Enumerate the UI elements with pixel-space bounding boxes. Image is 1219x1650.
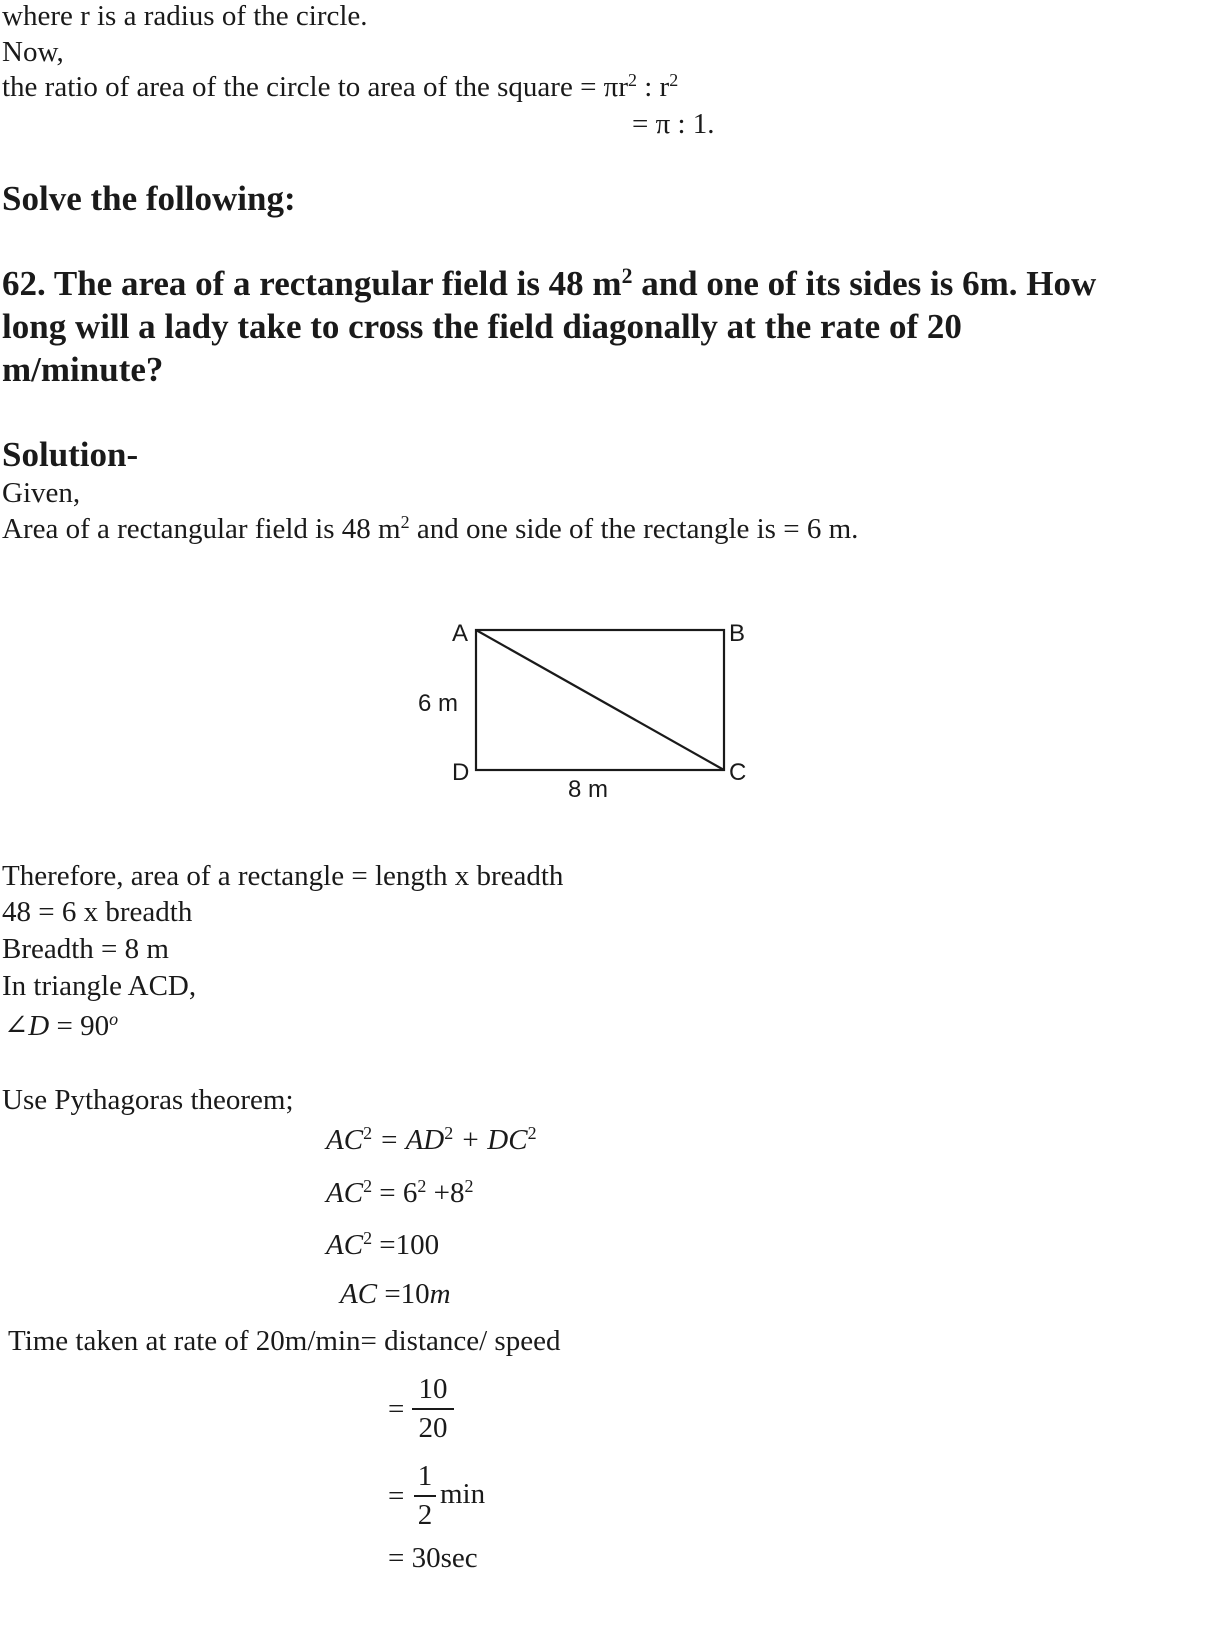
eq3-sup: 2 [363,1228,373,1249]
eq2-sup: 2 [363,1176,373,1197]
time-line: Time taken at rate of 20m/min= distance/ speed [8,1325,561,1357]
base-length-label: 8 m [568,776,609,803]
solution-heading: Solution- [2,435,139,474]
eq1-sup: 2 [363,1123,373,1144]
frac2-bar [414,1495,436,1497]
frac2-denominator: 2 [417,1499,433,1531]
eq4-lhs: AC [340,1278,378,1310]
step-area-formula: Therefore, area of a rectangle = length x breadth [2,860,564,892]
side-length-label: 6 m [418,690,459,717]
eq1-term: + DC [453,1124,528,1156]
question-line-3: m/minute? [2,350,164,389]
eq3-term: =100 [372,1229,440,1261]
frac1-bar [412,1408,454,1410]
section-heading: Solve the following: [2,179,296,218]
area-sup: 2 [400,512,410,533]
eq2-sup: 2 [417,1176,427,1197]
final-answer: = 30sec [388,1542,478,1574]
step-angle [4,1009,119,1042]
question-line-1a: 62. The area of a rectangular field is 48 m [2,264,622,303]
vertex-label-c: C [729,759,747,786]
intro-line-radius: where r is a radius of the circle. [2,0,368,32]
equation-3 [326,1228,440,1261]
eq2-term: = 6 [372,1177,418,1209]
vertex-label-b: B [729,620,746,647]
area-text-a: Area of a rectangular field is 48 m [2,513,401,545]
ratio-sup-2: 2 [669,70,679,91]
eq4-value: =10 [377,1278,430,1310]
step-breadth: Breadth = 8 m [2,933,169,965]
ratio-prefix: the ratio of area of the circle to area of the square = πr [2,71,628,103]
intro-ratio-result: = π : 1. [632,108,715,140]
eq1-sup: 2 [527,1123,537,1144]
step-triangle: In triangle ACD, [2,970,197,1002]
frac1-denominator: 20 [418,1412,448,1444]
question-line-2: long will a lady take to cross the field diagonally at the rate of 20 [2,307,962,346]
eq1-term: = AD [372,1124,445,1156]
question-line-1 [2,266,1096,301]
frac1-eq: = [388,1393,405,1425]
eq2-term: +8 [426,1177,465,1209]
eq1-sup: 2 [444,1123,454,1144]
rectangle-diagram [400,605,780,820]
ratio-sup-1: 2 [627,70,637,91]
step-pythagoras: Use Pythagoras theorem; [2,1084,294,1116]
fraction-1-2 [414,1460,436,1532]
equation-2 [326,1176,474,1209]
frac2-eq: = [388,1480,405,1512]
fraction-10-20 [412,1373,454,1445]
frac2-unit: min [440,1478,486,1510]
area-text-b: and one side of the rectangle is = 6 m. [409,513,859,545]
vertex-label-d: D [452,759,470,786]
equation-4 [340,1280,451,1309]
question-line-1b: and one of its sides is 6m. How [632,264,1097,303]
diagonal-ac [476,630,724,770]
angle-eq: = 90 [49,1010,110,1042]
eq4-unit: m [429,1278,451,1310]
vertex-label-a: A [452,620,469,647]
eq2-sup: 2 [464,1176,474,1197]
eq3-term: AC [326,1229,364,1261]
intro-line-now: Now, [2,36,64,68]
equation-1 [326,1123,537,1156]
eq1-term: AC [326,1124,364,1156]
eq2-term: AC [326,1177,364,1209]
angle-degree: o [109,1009,119,1030]
solution-given: Given, [2,477,81,509]
frac2-numerator: 1 [417,1460,433,1492]
intro-ratio-line [2,70,679,103]
solution-area-line [2,512,859,545]
angle-symbol: ∠D [4,1010,50,1042]
step-substitute: 48 = 6 x breadth [2,896,193,928]
ratio-mid: : r [636,71,670,103]
frac1-numerator: 10 [418,1373,448,1405]
question-sup: 2 [621,264,633,289]
